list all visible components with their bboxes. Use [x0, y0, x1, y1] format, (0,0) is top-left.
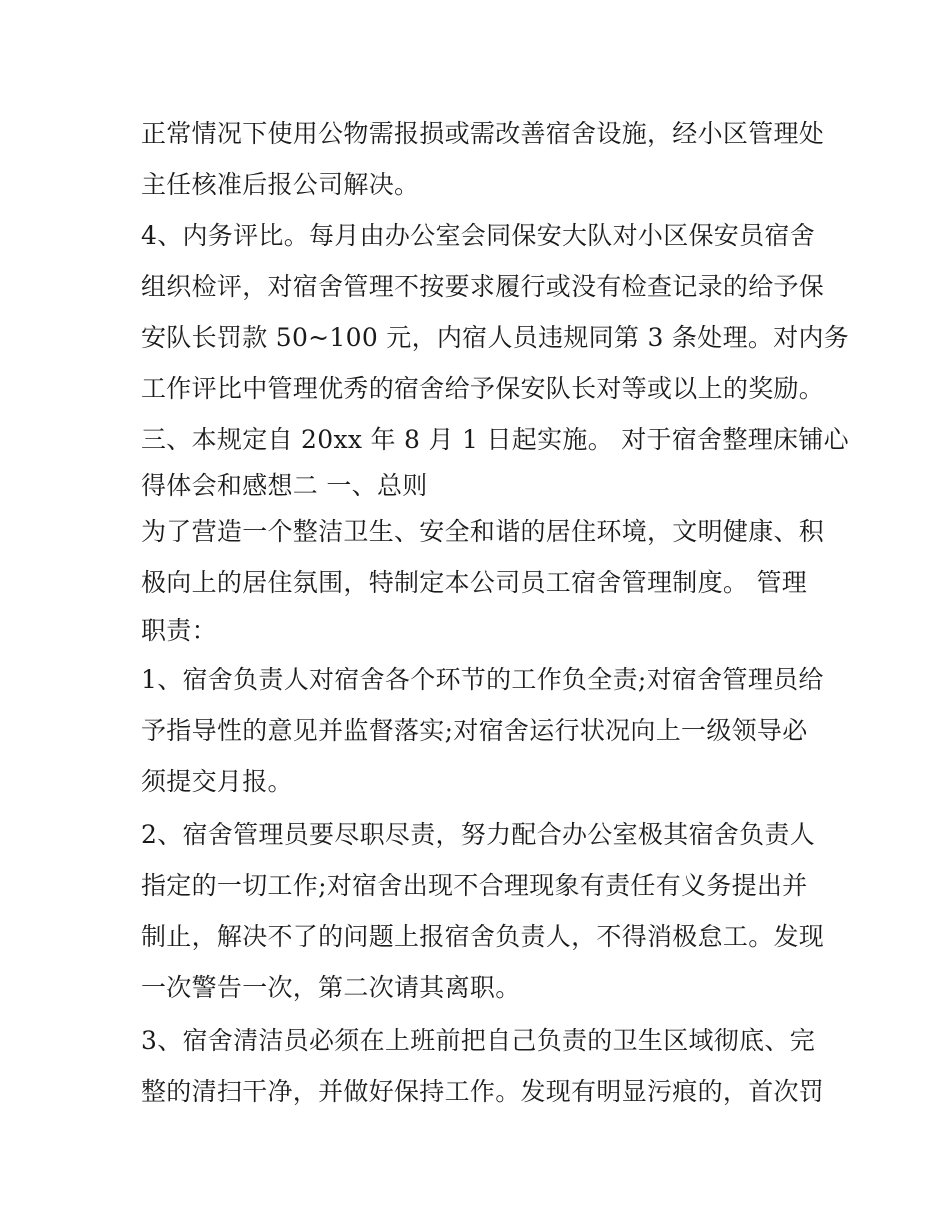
- text-line: 组织检评，对宿舍管理不按要求履行或没有检查记录的给予保: [141, 272, 825, 301]
- text-line: 1、宿舍负责人对宿舍各个环节的工作负全责;对宿舍管理员给: [141, 665, 824, 694]
- text-line: 极向上的居住氛围，特制定本公司员工宿舍管理制度。 管理: [141, 568, 808, 597]
- text-line: 3、宿舍清洁员必须在上班前把自己负责的卫生区域彻底、完: [141, 1026, 816, 1055]
- text-line: 工作评比中管理优秀的宿舍给予保安队长对等或以上的奖励。: [141, 374, 825, 403]
- text-line: 正常情况下使用公物需报损或需改善宿舍设施，经小区管理处: [141, 119, 825, 148]
- text-line: 安队长罚款 50~100 元，内宿人员违规同第 3 条处理。对内务: [141, 323, 850, 352]
- text-line: 须提交月报。: [141, 767, 293, 796]
- text-line: 指定的一切工作;对宿舍出现不合理现象有责任有义务提出并: [141, 871, 808, 900]
- text-line: 一次警告一次，第二次请其离职。: [141, 973, 521, 1002]
- text-line: 予指导性的意见并监督落实;对宿舍运行状况向上一级领导必: [141, 716, 808, 745]
- text-line: 制止，解决不了的问题上报宿舍负责人，不得消极怠工。发现: [141, 922, 825, 951]
- text-line: 为了营造一个整洁卫生、安全和谐的居住环境，文明健康、积: [141, 517, 825, 546]
- text-line: 2、宿舍管理员要尽职尽责，努力配合办公室极其宿舍负责人: [141, 820, 816, 849]
- text-line: 整的清扫干净，并做好保持工作。发现有明显污痕的，首次罚: [141, 1077, 825, 1106]
- text-line: 职责：: [141, 616, 217, 645]
- text-line: 4、内务评比。每月由办公室会同保安大队对小区保安员宿舍: [141, 221, 816, 250]
- document-body: [141, 108, 850, 1117]
- text-line: 主任核准后报公司解决。: [141, 170, 420, 199]
- text-line: 得体会和感想二 一、总则: [141, 471, 428, 500]
- text-line: 三、本规定自 20xx 年 8 月 1 日起实施。 对于宿舍整理床铺心: [141, 425, 849, 454]
